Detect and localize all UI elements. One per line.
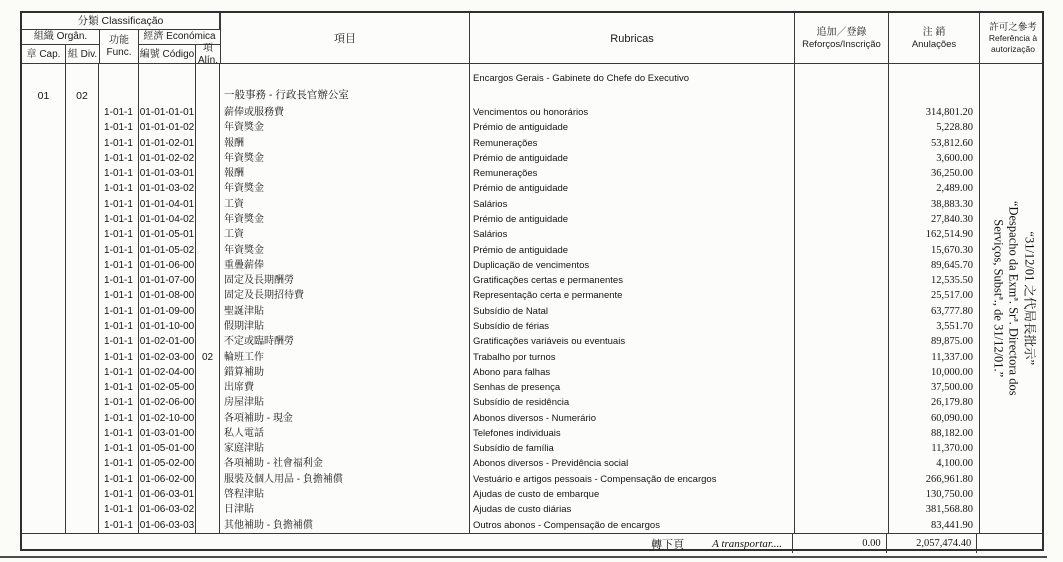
column-alin bbox=[196, 64, 220, 533]
cell-func: 1-01-1 bbox=[104, 519, 133, 531]
cell-anulacao: 25,517.00 bbox=[931, 290, 973, 302]
footer-anulacoes-total: 2,057,474.40 bbox=[886, 534, 977, 553]
cell-rubrica: Prémio de antiguidade bbox=[473, 152, 569, 164]
cell-rubrica: Subsídio de residência bbox=[473, 397, 570, 409]
cell-alin bbox=[196, 487, 219, 502]
cell-alin bbox=[196, 472, 219, 487]
cell-func: 1-01-1 bbox=[104, 229, 133, 241]
cell-item: 日津貼 bbox=[224, 504, 254, 516]
cell-anulacao: 11,370.00 bbox=[931, 443, 973, 455]
header-func-zh: 功能 bbox=[109, 35, 129, 46]
budget-table bbox=[20, 11, 1044, 551]
column-item bbox=[220, 64, 470, 533]
header-classificacao: 分類 Classificação bbox=[22, 13, 220, 30]
section-anulacao-spacer bbox=[889, 64, 979, 105]
cell-codigo: 01-03-01-00 bbox=[139, 427, 195, 439]
cell-alin bbox=[196, 136, 219, 151]
column-div bbox=[66, 64, 99, 533]
section-rubrica: Encargos Gerais - Gabinete do Chefe do Executivo bbox=[473, 73, 689, 84]
cell-anulacao: 83,441.90 bbox=[931, 519, 973, 531]
column-reforcos bbox=[795, 64, 889, 533]
column-anulacoes bbox=[889, 64, 980, 533]
cell-item: 啓程津貼 bbox=[224, 489, 264, 501]
cell-alin bbox=[196, 395, 219, 410]
cell-rubrica: Prémio de antiguidade bbox=[473, 122, 569, 134]
cell-alin bbox=[196, 197, 219, 212]
cell-alin bbox=[196, 411, 219, 426]
cell-func: 1-01-1 bbox=[104, 152, 133, 164]
cell-codigo: 01-02-04-00 bbox=[139, 366, 195, 378]
cell-item: 固定及長期招待費 bbox=[224, 290, 304, 302]
header-anulacoes bbox=[889, 13, 980, 64]
cell-anulacao: 381,568.80 bbox=[925, 504, 973, 516]
header-div: 組 Div. bbox=[67, 48, 98, 60]
cell-rubrica: Outros abonos - Compensação de encargos bbox=[473, 519, 660, 531]
cell-codigo: 01-02-03-00 bbox=[139, 351, 195, 363]
cell-anulacao: 26,179.80 bbox=[931, 397, 973, 409]
cell-item: 房屋津貼 bbox=[224, 397, 264, 409]
cell-anulacao: 89,875.00 bbox=[931, 336, 973, 348]
cell-item: 各項補助 - 現金 bbox=[224, 412, 293, 424]
cell-func: 1-01-1 bbox=[104, 320, 133, 332]
cell-func: 1-01-1 bbox=[104, 427, 133, 439]
cell-rubrica: Ajudas de custo de embarque bbox=[473, 489, 600, 501]
header-rubricas: Rubricas bbox=[470, 13, 795, 64]
cell-codigo: 01-02-06-00 bbox=[139, 397, 195, 409]
cell-codigo: 01-01-04-01 bbox=[139, 198, 195, 210]
cell-codigo: 01-06-03-02 bbox=[139, 504, 195, 516]
cell-func: 1-01-1 bbox=[104, 366, 133, 378]
cell-item: 輪班工作 bbox=[224, 351, 264, 363]
cell-rubrica: Senhas de presença bbox=[473, 382, 561, 394]
cell-func: 1-01-1 bbox=[104, 213, 133, 225]
cell-rubrica: Subsídio de Natal bbox=[473, 305, 548, 317]
cell-alin bbox=[196, 518, 219, 533]
cell-anulacao: 88,182.00 bbox=[931, 427, 973, 439]
cell-rubrica: Gratificações variáveis ou eventuais bbox=[473, 336, 626, 348]
cell-func: 1-01-1 bbox=[104, 382, 133, 394]
cell-alin bbox=[196, 288, 219, 303]
section-codigo-spacer bbox=[139, 64, 195, 105]
column-codigo bbox=[139, 64, 196, 533]
cell-codigo: 01-01-03-02 bbox=[139, 183, 195, 195]
cell-rubrica: Abono para falhas bbox=[473, 366, 551, 378]
cell-alin bbox=[196, 456, 219, 471]
cell-codigo: 01-01-02-01 bbox=[139, 137, 195, 149]
cell-func: 1-01-1 bbox=[104, 443, 133, 455]
header-reforcos-zh: 追加／登錄 bbox=[816, 26, 867, 38]
header-anulacoes-zh: 注 銷 bbox=[922, 26, 946, 38]
authorization-note bbox=[990, 201, 1037, 396]
cell-rubrica: Prémio de antiguidade bbox=[473, 213, 569, 225]
section-func-spacer bbox=[99, 64, 138, 105]
column-cap bbox=[22, 64, 66, 533]
authorization-note-line2: “Despacho da Exmª. Srª. Directora dos bbox=[1006, 201, 1021, 396]
column-func bbox=[99, 64, 139, 533]
cell-alin bbox=[196, 426, 219, 441]
cell-codigo: 01-01-01-01 bbox=[139, 107, 195, 118]
cell-rubrica: Salários bbox=[473, 229, 508, 241]
cell-alin bbox=[196, 166, 219, 181]
cell-alin: 02 bbox=[201, 351, 214, 363]
cell-item: 年資獎金 bbox=[224, 122, 264, 134]
cell-alin bbox=[196, 243, 219, 258]
cell-anulacao: 37,500.00 bbox=[931, 382, 973, 394]
cell-codigo: 01-01-10-00 bbox=[139, 320, 195, 332]
cell-anulacao: 53,812.60 bbox=[931, 137, 973, 149]
column-rubrica bbox=[470, 64, 795, 533]
cell-item: 重疊薪俸 bbox=[224, 259, 264, 271]
header-alin: 項Alín. bbox=[197, 42, 218, 66]
cell-rubrica: Trabalho por turnos bbox=[473, 351, 556, 363]
section-div: 02 bbox=[76, 90, 88, 102]
cell-rubrica: Gratificações certas e permanentes bbox=[473, 275, 623, 287]
cell-alin bbox=[196, 273, 219, 288]
cell-anulacao: 4,100.00 bbox=[936, 458, 973, 470]
cell-func: 1-01-1 bbox=[104, 473, 133, 485]
header-item: 項目 bbox=[220, 13, 470, 64]
authorization-note-line1: “31/12/01 之代局長批示” bbox=[1022, 231, 1037, 366]
cell-alin bbox=[196, 441, 219, 456]
cell-rubrica: Abonos diversos - Previdência social bbox=[473, 458, 629, 470]
cell-rubrica: Subsídio de família bbox=[473, 443, 554, 455]
cell-item: 年資獎金 bbox=[224, 213, 264, 225]
cell-anulacao: 60,090.00 bbox=[931, 412, 973, 424]
cell-func: 1-01-1 bbox=[104, 351, 133, 363]
cell-item: 年資獎金 bbox=[224, 183, 264, 195]
cell-codigo: 01-02-10-00 bbox=[139, 412, 195, 424]
cell-codigo: 01-01-08-00 bbox=[139, 290, 195, 302]
header-referencia-zh: 許可之參考 bbox=[989, 21, 1037, 33]
cell-alin bbox=[196, 105, 219, 120]
cell-rubrica: Subsídio de férias bbox=[473, 320, 550, 332]
cell-func: 1-01-1 bbox=[104, 290, 133, 302]
cell-anulacao: 3,551.70 bbox=[936, 320, 973, 332]
cell-rubrica: Abonos diversos - Numerário bbox=[473, 412, 597, 424]
cell-func: 1-01-1 bbox=[104, 122, 133, 134]
cell-codigo: 01-01-09-00 bbox=[139, 305, 195, 317]
cell-alin bbox=[196, 304, 219, 319]
authorization-note-line3: Serviços, Substª., de 31/12/01.” bbox=[991, 219, 1006, 378]
cell-rubrica: Duplicação de vencimentos bbox=[473, 259, 590, 271]
cell-anulacao: 162,514.90 bbox=[925, 229, 973, 241]
cell-anulacao: 11,337.00 bbox=[931, 351, 973, 363]
cell-anulacao: 314,801.20 bbox=[925, 107, 973, 118]
cell-anulacao: 3,600.00 bbox=[936, 152, 973, 164]
cell-anulacao: 5,228.80 bbox=[936, 122, 973, 134]
header-economica: 經濟 Económica bbox=[139, 30, 220, 45]
cell-item: 工資 bbox=[224, 198, 244, 210]
header-codigo: 編號 Código bbox=[139, 45, 196, 64]
table-body bbox=[22, 64, 1042, 533]
cell-codigo: 01-01-07-00 bbox=[139, 275, 195, 287]
cell-codigo: 01-02-05-00 bbox=[139, 382, 195, 394]
cell-item: 錯算補助 bbox=[224, 366, 264, 378]
table-footer bbox=[22, 533, 1042, 553]
cell-func: 1-01-1 bbox=[104, 489, 133, 501]
cell-anulacao: 266,961.80 bbox=[925, 473, 973, 485]
cell-rubrica: Prémio de antiguidade bbox=[473, 183, 569, 195]
cell-item: 報酬 bbox=[224, 137, 244, 149]
cell-anulacao: 130,750.00 bbox=[925, 489, 973, 501]
cell-codigo: 01-06-03-03 bbox=[139, 519, 195, 531]
cell-func: 1-01-1 bbox=[104, 412, 133, 424]
cell-codigo: 01-02-01-00 bbox=[139, 336, 195, 348]
cell-func: 1-01-1 bbox=[104, 259, 133, 271]
carry-forward-label-pt: A transportar.... bbox=[712, 537, 782, 550]
cell-item: 聖誕津貼 bbox=[224, 305, 264, 317]
cell-rubrica: Telefones individuais bbox=[473, 427, 561, 439]
header-organ: 組織 Orgân. bbox=[22, 30, 99, 45]
cell-item: 不定或臨時酬勞 bbox=[224, 336, 294, 348]
cell-anulacao: 27,840.30 bbox=[931, 213, 973, 225]
cell-item: 年資獎金 bbox=[224, 152, 264, 164]
cell-alin bbox=[196, 212, 219, 227]
cell-anulacao: 63,777.80 bbox=[931, 305, 973, 317]
cell-codigo: 01-01-01-02 bbox=[139, 122, 195, 134]
cell-alin bbox=[196, 502, 219, 517]
cell-rubrica: Vestuário e artigos pessoais - Compensação de encargos bbox=[473, 473, 717, 485]
cell-rubrica: Remunerações bbox=[473, 168, 538, 180]
cell-codigo: 01-05-01-00 bbox=[139, 443, 195, 455]
cell-item: 其他補助 - 負擔補償 bbox=[224, 519, 313, 531]
cell-func: 1-01-1 bbox=[104, 458, 133, 470]
cell-rubrica: Vencimentos ou honorários bbox=[473, 107, 589, 118]
cell-codigo: 01-01-05-02 bbox=[139, 244, 195, 256]
header-referencia-pt1: Referência à bbox=[988, 33, 1038, 44]
scan-artifact-line bbox=[0, 556, 1047, 558]
header-referencia-pt2: autorização bbox=[991, 43, 1035, 54]
carry-forward-label-zh: 轉下頁 bbox=[651, 538, 685, 551]
cell-rubrica: Remunerações bbox=[473, 137, 538, 149]
cell-codigo: 01-06-02-00 bbox=[139, 473, 195, 485]
cell-codigo: 01-01-06-00 bbox=[139, 259, 195, 271]
cell-item: 出席費 bbox=[224, 382, 254, 394]
cell-alin bbox=[196, 120, 219, 135]
cell-codigo: 01-05-02-00 bbox=[139, 458, 195, 470]
cell-alin bbox=[196, 365, 219, 380]
cell-func: 1-01-1 bbox=[104, 107, 133, 118]
cell-alin bbox=[196, 319, 219, 334]
cell-item: 年資獎金 bbox=[224, 244, 264, 256]
cell-rubrica: Prémio de antiguidade bbox=[473, 244, 569, 256]
section-alin-spacer bbox=[196, 64, 219, 105]
cell-anulacao: 38,883.30 bbox=[931, 198, 973, 210]
cell-anulacao: 10,000.00 bbox=[931, 366, 973, 378]
cell-rubrica: Representação certa e permanente bbox=[473, 290, 623, 302]
cell-item: 假期津貼 bbox=[224, 320, 264, 332]
cell-codigo: 01-01-03-01 bbox=[139, 168, 195, 180]
cell-item: 服裝及個人用品 - 負擔補償 bbox=[224, 473, 343, 485]
cell-item: 私人電話 bbox=[224, 427, 264, 439]
column-referencia bbox=[980, 64, 1046, 533]
cell-func: 1-01-1 bbox=[104, 244, 133, 256]
cell-anulacao: 2,489.00 bbox=[936, 183, 973, 195]
cell-alin bbox=[196, 181, 219, 196]
cell-codigo: 01-01-05-01 bbox=[139, 229, 195, 241]
cell-item: 薪俸或服務費 bbox=[224, 107, 284, 118]
section-item: 一般事務 - 行政長官辦公室 bbox=[224, 89, 349, 101]
section-cap: 01 bbox=[37, 90, 50, 102]
cell-func: 1-01-1 bbox=[104, 198, 133, 210]
cell-item: 各項補助 - 社會福利金 bbox=[224, 458, 323, 470]
cell-alin bbox=[196, 334, 219, 349]
cell-anulacao: 12,535.50 bbox=[931, 275, 973, 287]
cell-func: 1-01-1 bbox=[104, 137, 133, 149]
cell-alin bbox=[196, 380, 219, 395]
cell-anulacao: 36,250.00 bbox=[931, 168, 973, 180]
cell-alin bbox=[196, 227, 219, 242]
cell-rubrica: Ajudas de custo diárias bbox=[473, 504, 572, 516]
footer-reforcos-total: 0.00 bbox=[792, 534, 886, 553]
cell-func: 1-01-1 bbox=[104, 275, 133, 287]
cell-func: 1-01-1 bbox=[104, 305, 133, 317]
cell-func: 1-01-1 bbox=[104, 183, 133, 195]
cell-codigo: 01-06-03-01 bbox=[139, 489, 195, 501]
cell-func: 1-01-1 bbox=[104, 504, 133, 516]
cell-item: 家庭津貼 bbox=[224, 443, 264, 455]
cell-item: 報酬 bbox=[224, 168, 244, 180]
table-header bbox=[22, 13, 1042, 64]
cell-rubrica: Salários bbox=[473, 198, 508, 210]
cell-anulacao: 15,670.30 bbox=[931, 244, 973, 256]
cell-item: 固定及長期酬勞 bbox=[224, 275, 294, 287]
cell-alin bbox=[196, 258, 219, 273]
header-reforcos-pt: Reforços/Inscrição bbox=[802, 38, 881, 50]
cell-codigo: 01-01-02-02 bbox=[139, 152, 195, 164]
cell-func: 1-01-1 bbox=[104, 336, 133, 348]
carry-forward-cell bbox=[22, 534, 792, 553]
header-reforcos bbox=[795, 13, 889, 64]
header-func bbox=[99, 30, 139, 64]
cell-func: 1-01-1 bbox=[104, 168, 133, 180]
header-cap: 章 Cap. bbox=[22, 45, 66, 64]
cell-alin bbox=[196, 151, 219, 166]
header-referencia bbox=[980, 13, 1046, 64]
cell-item: 工資 bbox=[224, 229, 244, 241]
cell-codigo: 01-01-04-02 bbox=[139, 213, 195, 225]
header-func-pt: Func. bbox=[106, 47, 132, 58]
footer-referencia-cell bbox=[976, 534, 1042, 553]
header-anulacoes-pt: Anulações bbox=[911, 38, 957, 50]
cell-anulacao: 89,645.70 bbox=[931, 259, 973, 271]
cell-func: 1-01-1 bbox=[104, 397, 133, 409]
